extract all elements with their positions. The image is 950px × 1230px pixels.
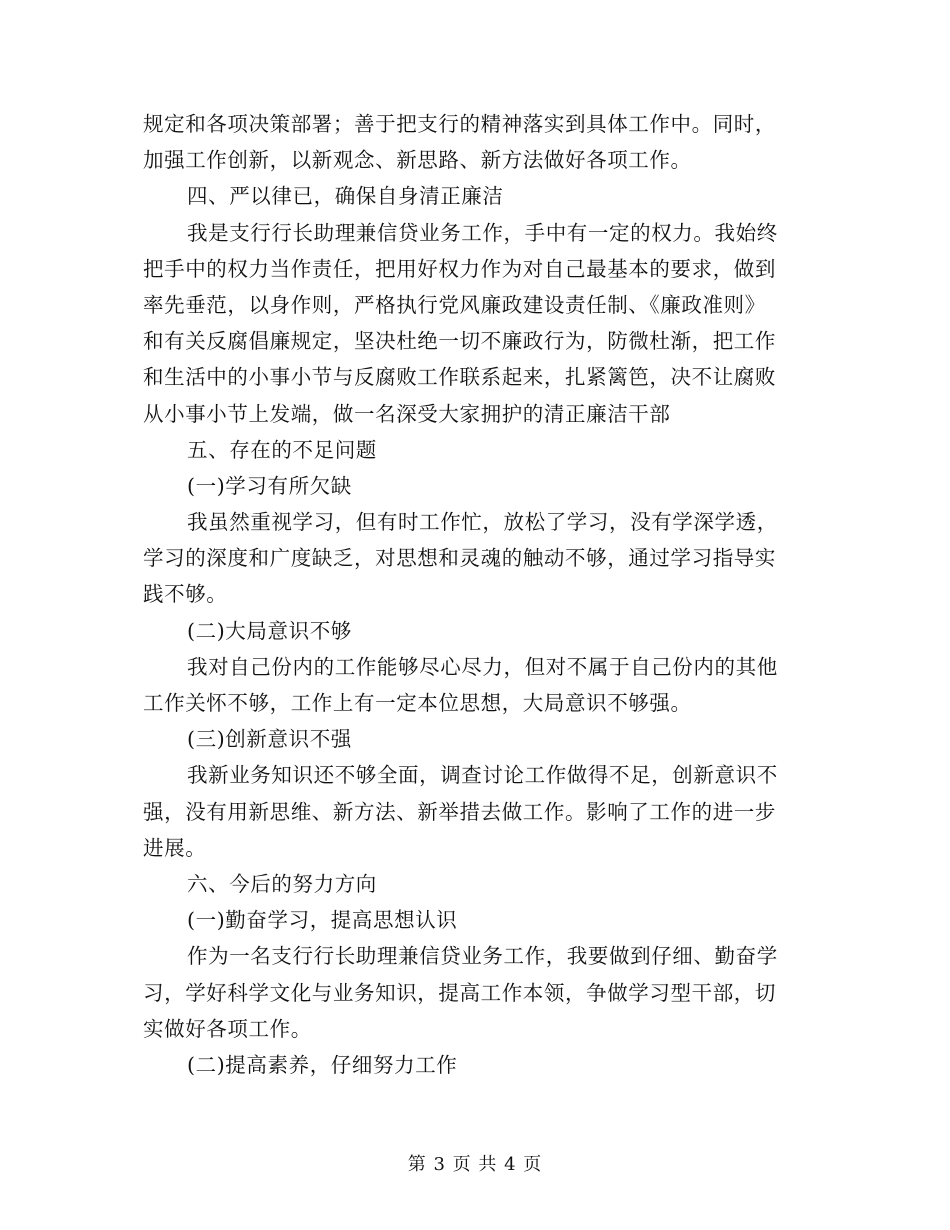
text-line: 作为一名支行行长助理兼信贷业务工作，我要做到仔细、勤奋学 <box>187 944 778 969</box>
text-line: 四、严以律已，确保自身清正廉洁 <box>187 184 504 209</box>
text-line: (二)大局意识不够 <box>187 618 352 643</box>
text-line: 我虽然重视学习，但有时工作忙，放松了学习，没有学深学透， <box>187 510 778 535</box>
text-line: 从小事小节上发端，做一名深受大家拥护的清正廉洁干部 <box>143 401 671 426</box>
text-line: 和有关反腐倡廉规定，坚决杜绝一切不廉政行为，防微杜渐，把工作 <box>143 329 776 354</box>
text-line: 强，没有用新思维、新方法、新举措去做工作。影响了工作的进一步 <box>143 799 776 824</box>
text-line: 学习的深度和广度缺乏，对思想和灵魂的触动不够，通过学习指导实 <box>143 546 776 571</box>
text-line: 和生活中的小事小节与反腐败工作联系起来，扎紧篱笆，决不让腐败 <box>143 365 776 390</box>
text-line: 五、存在的不足问题 <box>187 437 377 462</box>
text-line: 习，学好科学文化与业务知识，提高工作本领，争做学习型干部，切 <box>143 980 776 1005</box>
text-line: 我新业务知识还不够全面，调查讨论工作做得不足，创新意识不 <box>187 763 778 788</box>
text-line: 六、今后的努力方向 <box>187 871 377 896</box>
text-line: 规定和各项决策部署；善于把支行的精神落实到具体工作中。同时， <box>143 112 776 136</box>
text-line: 把手中的权力当作责任，把用好权力作为对自己最基本的要求，做到 <box>143 256 776 281</box>
text-line: 我对自己份内的工作能够尽心尽力，但对不属于自己份内的其他 <box>187 654 778 679</box>
document-body <box>143 106 808 1083</box>
text-line: 加强工作创新，以新观念、新思路、新方法做好各项工作。 <box>143 148 692 173</box>
text-line: 工作关怀不够，工作上有一定本位思想，大局意识不够强。 <box>143 691 692 715</box>
text-line: (二)提高素养，仔细努力工作 <box>187 1052 458 1077</box>
text-line: 进展。 <box>143 835 207 860</box>
text-line: (一)学习有所欠缺 <box>187 473 352 498</box>
page-footer: 第 3 页 共 4 页 <box>407 1154 543 1175</box>
text-line: 践不够。 <box>143 582 228 607</box>
text-line: 率先垂范，以身作则，严格执行党风廉政建设责任制、《廉政准则》 <box>143 292 766 317</box>
text-line: 我是支行行长助理兼信贷业务工作，手中有一定的权力。我始终 <box>187 220 778 245</box>
text-line: (一)勤奋学习，提高思想认识 <box>187 908 458 933</box>
text-line: 实做好各项工作。 <box>143 1016 312 1041</box>
text-line: (三)创新意识不强 <box>187 727 352 752</box>
